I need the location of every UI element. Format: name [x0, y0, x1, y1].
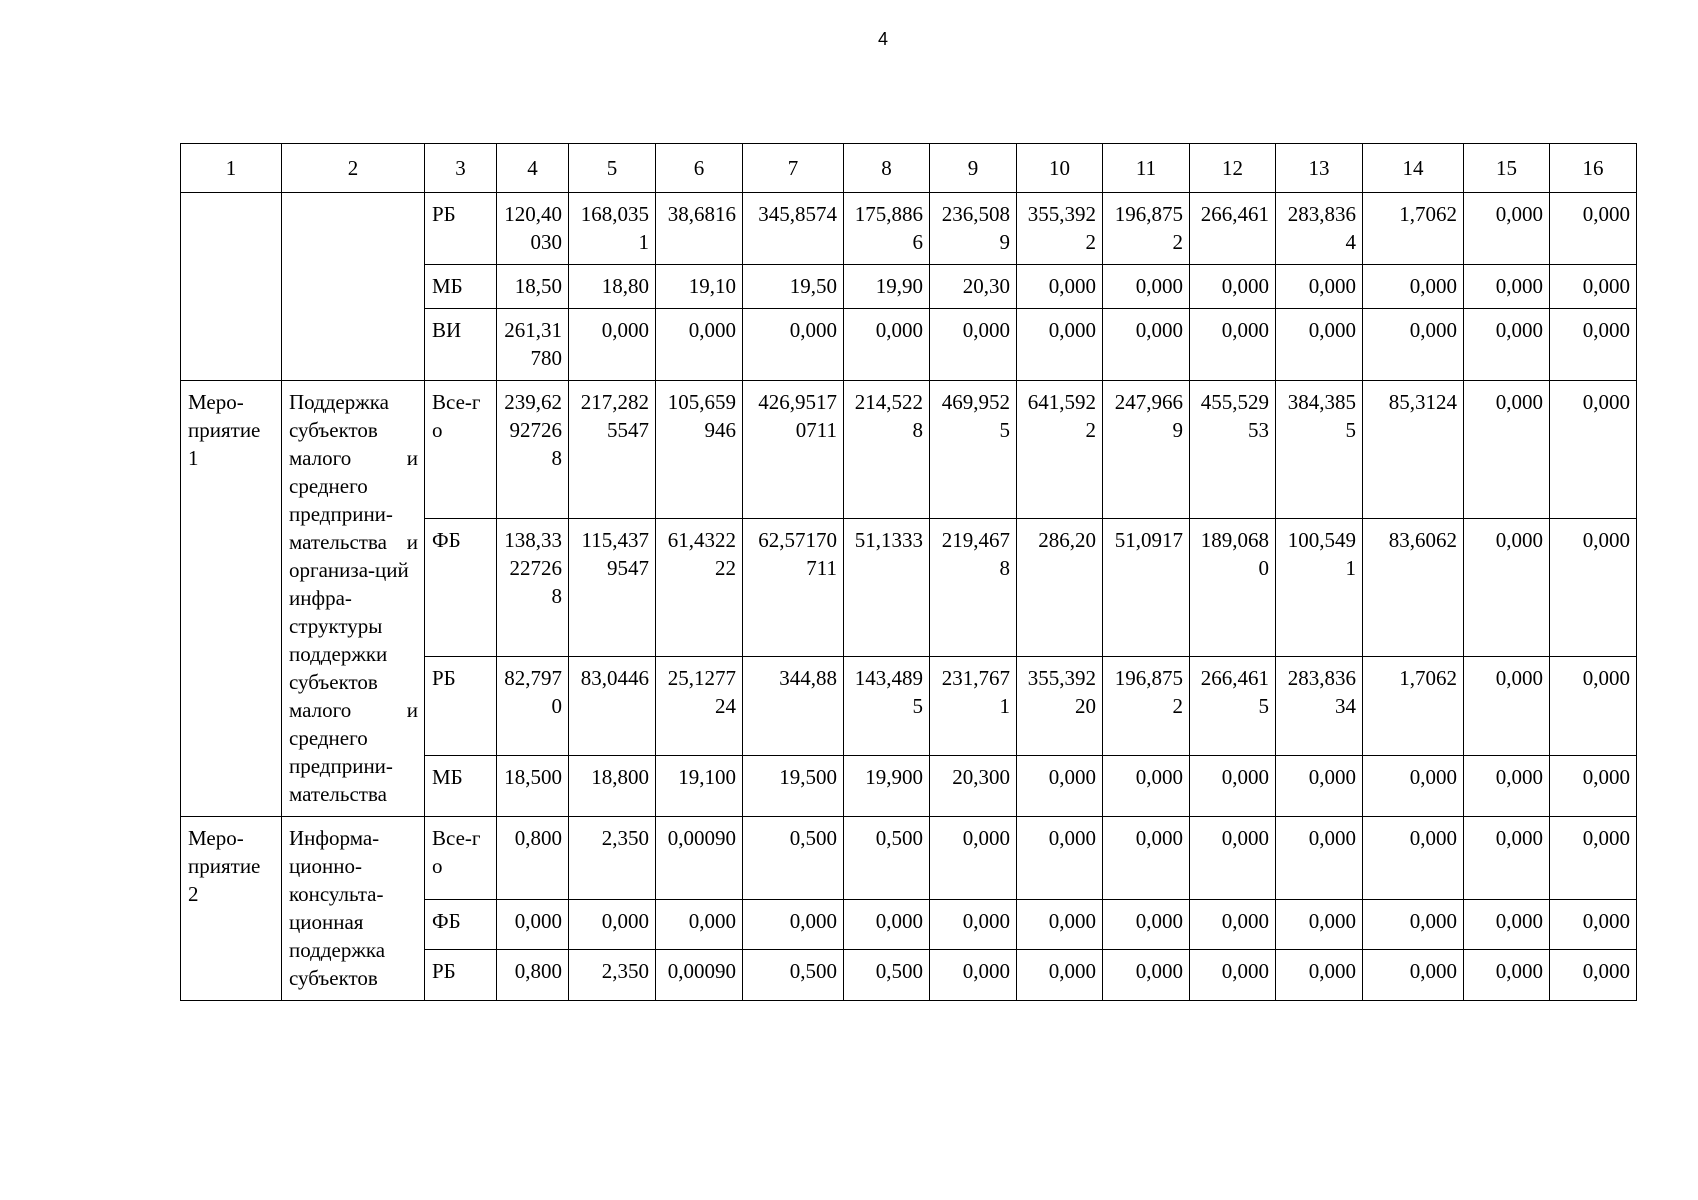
value-cell: 0,000: [1550, 193, 1637, 265]
column-header-10: 10: [1017, 144, 1103, 193]
value-cell: 236,5089: [930, 193, 1017, 265]
table-row: [181, 193, 1637, 265]
value-cell: 0,000: [1464, 756, 1550, 817]
value-cell: 0,000: [1464, 193, 1550, 265]
value-cell: 0,000: [743, 899, 844, 950]
value-cell: 82,7970: [497, 656, 569, 755]
value-cell: 0,000: [1550, 899, 1637, 950]
activity-description: Информа- ционно- консульта- ционная поддержка субъектов: [282, 817, 425, 1001]
value-cell: 0,000: [1190, 756, 1276, 817]
value-cell: 266,461: [1190, 193, 1276, 265]
value-cell: 239,62927268: [497, 381, 569, 519]
value-cell: 0,000: [1103, 309, 1190, 381]
activity-description: Поддержка субъектов малого и среднего предприни-мательства и организа-ций инфра-структуры поддержки субъектов малого и среднего предприни-мательства: [282, 381, 425, 817]
column-header-8: 8: [844, 144, 930, 193]
value-cell: 426,95170711: [743, 381, 844, 519]
column-header-7: 7: [743, 144, 844, 193]
value-cell: 0,00090: [656, 950, 743, 1001]
value-cell: 0,000: [930, 309, 1017, 381]
value-cell: 0,000: [1017, 950, 1103, 1001]
value-cell: 19,900: [844, 756, 930, 817]
value-cell: 0,000: [1017, 899, 1103, 950]
value-cell: 0,000: [1550, 381, 1637, 519]
value-cell: 0,000: [1363, 756, 1464, 817]
value-cell: 0,000: [1190, 265, 1276, 309]
value-cell: 0,000: [1550, 817, 1637, 900]
value-cell: 1,7062: [1363, 656, 1464, 755]
value-cell: 18,50: [497, 265, 569, 309]
value-cell: 283,8364: [1276, 193, 1363, 265]
activity-label: [181, 193, 282, 381]
value-cell: 641,5922: [1017, 381, 1103, 519]
value-cell: 19,500: [743, 756, 844, 817]
funding-source: ФБ: [425, 518, 497, 656]
table-body: [181, 193, 1637, 1001]
value-cell: 0,000: [930, 950, 1017, 1001]
value-cell: 0,000: [1103, 950, 1190, 1001]
value-cell: 0,000: [569, 899, 656, 950]
value-cell: 18,80: [569, 265, 656, 309]
value-cell: 0,000: [1550, 309, 1637, 381]
funding-source: РБ: [425, 193, 497, 265]
value-cell: 0,000: [1103, 899, 1190, 950]
value-cell: 0,000: [569, 309, 656, 381]
value-cell: 105,659946: [656, 381, 743, 519]
value-cell: 0,000: [1464, 656, 1550, 755]
value-cell: 51,1333: [844, 518, 930, 656]
value-cell: 143,4895: [844, 656, 930, 755]
value-cell: 0,000: [1550, 756, 1637, 817]
value-cell: 0,00090: [656, 817, 743, 900]
value-cell: 0,000: [1363, 265, 1464, 309]
value-cell: 0,500: [844, 817, 930, 900]
value-cell: 0,000: [1276, 817, 1363, 900]
value-cell: 51,0917: [1103, 518, 1190, 656]
value-cell: 0,000: [1363, 309, 1464, 381]
value-cell: 0,000: [1276, 756, 1363, 817]
table-row: [181, 817, 1637, 900]
value-cell: 0,000: [930, 817, 1017, 900]
value-cell: 175,8866: [844, 193, 930, 265]
value-cell: 2,350: [569, 817, 656, 900]
value-cell: 138,33227268: [497, 518, 569, 656]
column-header-9: 9: [930, 144, 1017, 193]
value-cell: 115,4379547: [569, 518, 656, 656]
value-cell: 0,000: [1017, 265, 1103, 309]
value-cell: 19,50: [743, 265, 844, 309]
value-cell: 0,000: [1464, 899, 1550, 950]
value-cell: 19,90: [844, 265, 930, 309]
value-cell: 0,000: [1363, 950, 1464, 1001]
value-cell: 247,9669: [1103, 381, 1190, 519]
value-cell: 0,000: [1276, 309, 1363, 381]
value-cell: 261,31780: [497, 309, 569, 381]
column-header-5: 5: [569, 144, 656, 193]
header-row: [181, 144, 1637, 193]
value-cell: 0,000: [1017, 309, 1103, 381]
column-header-6: 6: [656, 144, 743, 193]
value-cell: 0,000: [1464, 817, 1550, 900]
value-cell: 266,4615: [1190, 656, 1276, 755]
funding-source: Все-го: [425, 381, 497, 519]
value-cell: 25,127724: [656, 656, 743, 755]
value-cell: 219,4678: [930, 518, 1017, 656]
value-cell: 61,432222: [656, 518, 743, 656]
value-cell: 189,0680: [1190, 518, 1276, 656]
value-cell: 0,000: [1017, 817, 1103, 900]
value-cell: 0,000: [1550, 265, 1637, 309]
value-cell: 19,100: [656, 756, 743, 817]
activity-label: Меро- приятие 1: [181, 381, 282, 817]
activity-description: [282, 193, 425, 381]
value-cell: 0,000: [1464, 265, 1550, 309]
table-row: [181, 381, 1637, 519]
value-cell: 0,000: [743, 309, 844, 381]
funding-source: РБ: [425, 950, 497, 1001]
value-cell: 0,000: [1017, 756, 1103, 817]
value-cell: 196,8752: [1103, 193, 1190, 265]
value-cell: 0,000: [1464, 309, 1550, 381]
value-cell: 0,000: [844, 309, 930, 381]
value-cell: 83,0446: [569, 656, 656, 755]
value-cell: 0,000: [1363, 899, 1464, 950]
value-cell: 0,500: [844, 950, 930, 1001]
column-header-15: 15: [1464, 144, 1550, 193]
funding-source: Все-го: [425, 817, 497, 900]
value-cell: 62,57170711: [743, 518, 844, 656]
value-cell: 0,000: [930, 899, 1017, 950]
value-cell: 0,000: [656, 309, 743, 381]
column-header-4: 4: [497, 144, 569, 193]
value-cell: 0,000: [1550, 950, 1637, 1001]
value-cell: 355,39220: [1017, 656, 1103, 755]
column-header-12: 12: [1190, 144, 1276, 193]
value-cell: 0,000: [1550, 656, 1637, 755]
value-cell: 0,000: [1464, 950, 1550, 1001]
value-cell: 231,7671: [930, 656, 1017, 755]
value-cell: 0,000: [844, 899, 930, 950]
activity-label: Меро- приятие 2: [181, 817, 282, 1001]
value-cell: 0,000: [1464, 381, 1550, 519]
funding-source: МБ: [425, 265, 497, 309]
value-cell: 20,30: [930, 265, 1017, 309]
column-header-14: 14: [1363, 144, 1464, 193]
value-cell: 0,000: [1550, 518, 1637, 656]
funding-source: РБ: [425, 656, 497, 755]
value-cell: 214,5228: [844, 381, 930, 519]
value-cell: 0,000: [1103, 265, 1190, 309]
value-cell: 0,000: [1190, 817, 1276, 900]
column-header-3: 3: [425, 144, 497, 193]
value-cell: 455,52953: [1190, 381, 1276, 519]
value-cell: 2,350: [569, 950, 656, 1001]
value-cell: 18,800: [569, 756, 656, 817]
column-header-11: 11: [1103, 144, 1190, 193]
column-header-1: 1: [181, 144, 282, 193]
value-cell: 0,500: [743, 950, 844, 1001]
column-header-13: 13: [1276, 144, 1363, 193]
value-cell: 19,10: [656, 265, 743, 309]
value-cell: 38,6816: [656, 193, 743, 265]
value-cell: 100,5491: [1276, 518, 1363, 656]
value-cell: 0,000: [1103, 756, 1190, 817]
value-cell: 0,500: [743, 817, 844, 900]
funding-source: ФБ: [425, 899, 497, 950]
value-cell: 469,9525: [930, 381, 1017, 519]
value-cell: 83,6062: [1363, 518, 1464, 656]
value-cell: 120,40030: [497, 193, 569, 265]
value-cell: 0,000: [1464, 518, 1550, 656]
value-cell: 0,000: [1190, 309, 1276, 381]
value-cell: 0,000: [1276, 899, 1363, 950]
value-cell: 355,3922: [1017, 193, 1103, 265]
value-cell: 85,3124: [1363, 381, 1464, 519]
page-number: 4: [877, 29, 888, 49]
value-cell: 0,000: [1363, 817, 1464, 900]
value-cell: 0,000: [1276, 950, 1363, 1001]
value-cell: 344,88: [743, 656, 844, 755]
value-cell: 384,3855: [1276, 381, 1363, 519]
value-cell: 217,2825547: [569, 381, 656, 519]
value-cell: 20,300: [930, 756, 1017, 817]
value-cell: 0,000: [1190, 950, 1276, 1001]
value-cell: 283,83634: [1276, 656, 1363, 755]
budget-table: [180, 143, 1637, 1001]
column-header-16: 16: [1550, 144, 1637, 193]
value-cell: 1,7062: [1363, 193, 1464, 265]
value-cell: 0,000: [497, 899, 569, 950]
table-header: [181, 144, 1637, 193]
value-cell: 0,000: [1276, 265, 1363, 309]
column-header-2: 2: [282, 144, 425, 193]
value-cell: 0,800: [497, 817, 569, 900]
value-cell: 0,000: [656, 899, 743, 950]
funding-source: МБ: [425, 756, 497, 817]
value-cell: 168,0351: [569, 193, 656, 265]
value-cell: 196,8752: [1103, 656, 1190, 755]
value-cell: 0,000: [1103, 817, 1190, 900]
value-cell: 286,20: [1017, 518, 1103, 656]
value-cell: 0,800: [497, 950, 569, 1001]
funding-source: ВИ: [425, 309, 497, 381]
value-cell: 0,000: [1190, 899, 1276, 950]
value-cell: 18,500: [497, 756, 569, 817]
value-cell: 345,8574: [743, 193, 844, 265]
